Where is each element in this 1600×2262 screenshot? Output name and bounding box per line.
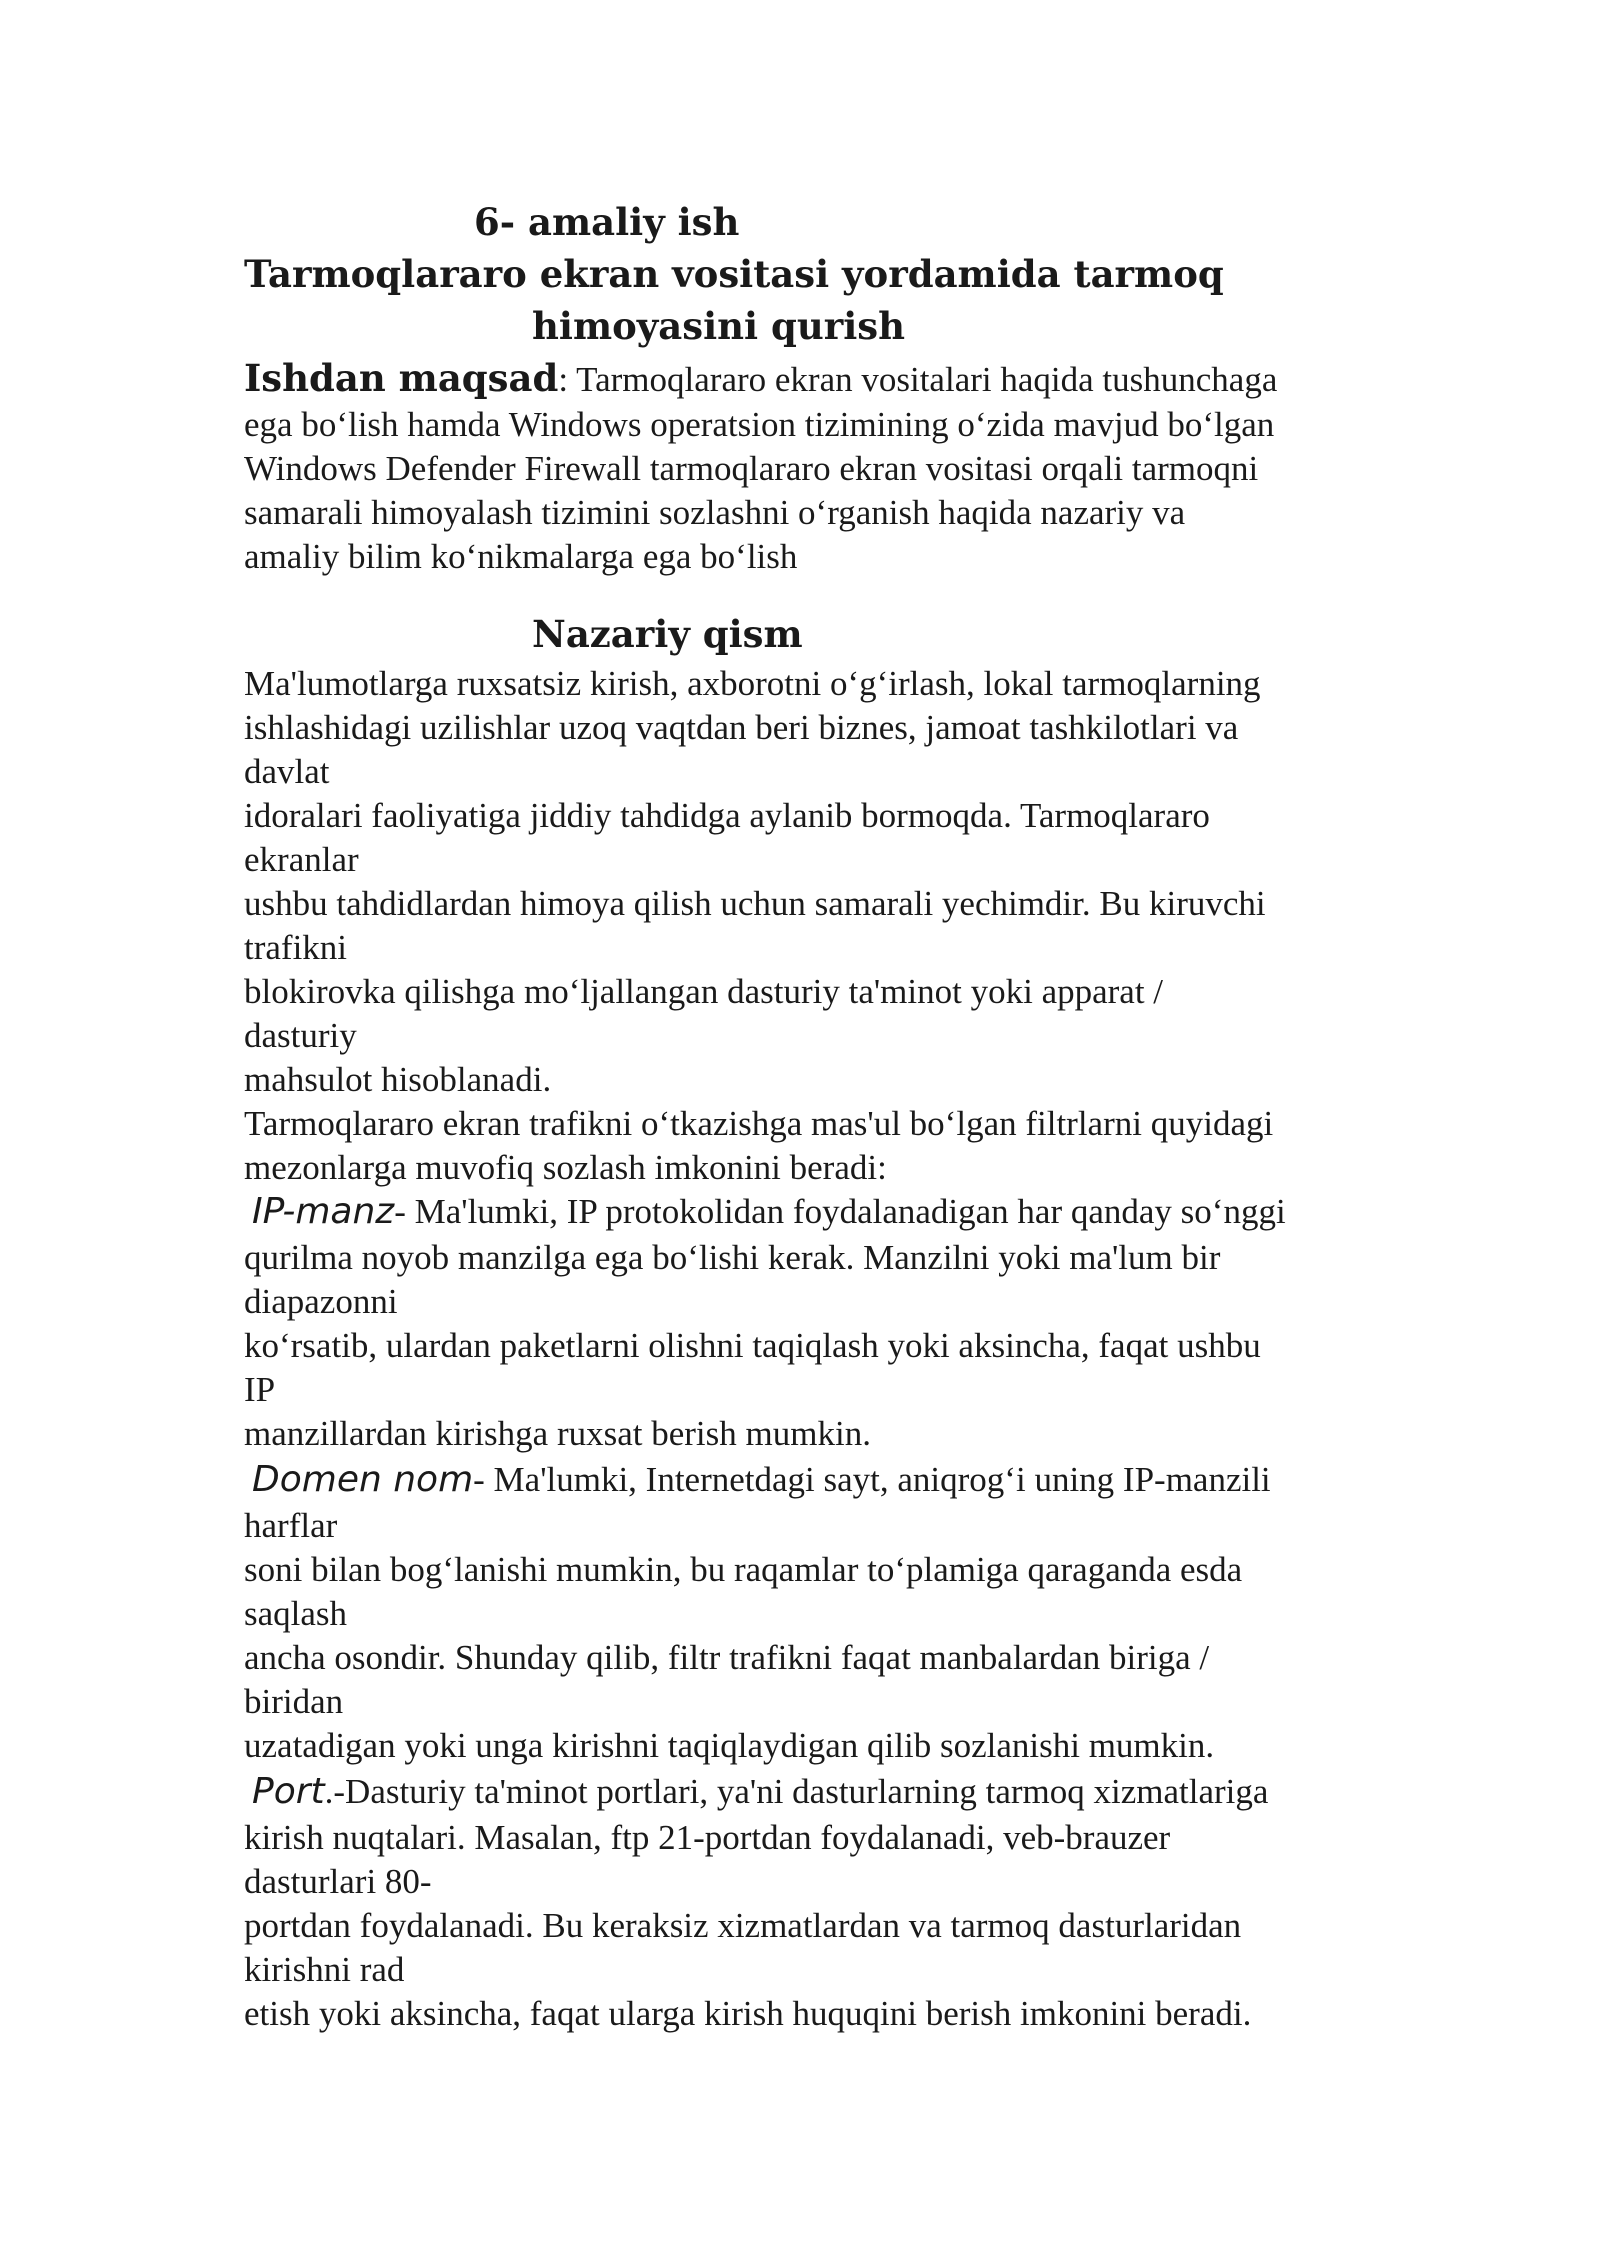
ip-line: IP	[244, 1370, 276, 1409]
domain-paragraph-line-1	[252, 1458, 1271, 1502]
port-line: kirish nuqtalari. Masalan, ftp 21-portdan foydalanadi, veb-brauzer	[244, 1818, 1171, 1857]
purpose-label: Ishdan maqsad	[244, 356, 559, 400]
port-line: dasturlari 80-	[244, 1862, 432, 1901]
theory-line: Ma'lumotlarga ruxsatsiz kirish, axborotni o‘g‘irlash, lokal tarmoqlarning	[244, 664, 1261, 703]
ip-text: - Ma'lumki, IP protokolidan foydalanadigan har qanday so‘nggi	[394, 1192, 1286, 1231]
theory-line: ishlashidagi uzilishlar uzoq vaqtdan beri biznes, jamoat tashkilotlari va	[244, 708, 1239, 747]
theory-heading: Nazariy qism	[532, 612, 803, 656]
theory-line: ushbu tahdidlardan himoya qilish uchun samarali yechimdir. Bu kiruvchi	[244, 884, 1266, 923]
domain-line: uzatadigan yoki unga kirishni taqiqlaydigan qilib sozlanishi mumkin.	[244, 1726, 1215, 1765]
purpose-line: ega bo‘lish hamda Windows operatsion tizimining o‘zida mavjud bo‘lgan	[244, 405, 1275, 444]
port-paragraph-line-1	[252, 1770, 1268, 1814]
domain-line: ancha osondir. Shunday qilib, filtr trafikni faqat manbalardan biriga /	[244, 1638, 1210, 1677]
port-line: kirishni rad	[244, 1950, 405, 1989]
purpose-line: Windows Defender Firewall tarmoqlararo ekran vositasi orqali tarmoqni	[244, 449, 1259, 488]
ip-paragraph-line-1	[252, 1190, 1286, 1234]
theory-line: davlat	[244, 752, 330, 791]
port-text: .-Dasturiy ta'minot portlari, ya'ni dasturlarning tarmoq xizmatlariga	[324, 1772, 1269, 1811]
domain-line: saqlash	[244, 1594, 348, 1633]
domain-line: biridan	[244, 1682, 344, 1721]
theory-line: Tarmoqlararo ekran trafikni o‘tkazishga mas'ul bo‘lgan filtrlarni quyidagi	[244, 1104, 1274, 1143]
port-line: etish yoki aksincha, faqat ularga kirish huquqini berish imkonini beradi.	[244, 1994, 1252, 2033]
ip-line: diapazonni	[244, 1282, 398, 1321]
title-line-1: Tarmoqlararo ekran vositasi yordamida tarmoq	[244, 252, 1224, 296]
port-term: Port	[252, 1771, 325, 1812]
purpose-text: : Tarmoqlararo ekran vositalari haqida tushunchaga	[558, 360, 1278, 399]
purpose-line: samarali himoyalash tizimini sozlashni o‘rganish haqida nazariy va	[244, 493, 1186, 532]
ip-line: manzillardan kirishga ruxsat berish mumkin.	[244, 1414, 871, 1453]
purpose-paragraph-line-1	[244, 356, 1277, 402]
domain-line: harflar	[244, 1506, 338, 1545]
domain-line: soni bilan bog‘lanishi mumkin, bu raqamlar to‘plamiga qaraganda esda	[244, 1550, 1243, 1589]
ip-line: ko‘rsatib, ulardan paketlarni olishni taqiqlash yoki aksincha, faqat ushbu	[244, 1326, 1261, 1365]
practical-work-number: 6- amaliy ish	[474, 200, 740, 244]
theory-line: mahsulot hisoblanadi.	[244, 1060, 552, 1099]
domain-text: - Ma'lumki, Internetdagi sayt, aniqrog‘i uning IP-manzili	[473, 1460, 1271, 1499]
domain-name-term: Domen nom	[252, 1459, 474, 1500]
theory-line: idoralari faoliyatiga jiddiy tahdidga aylanib bormoqda. Tarmoqlararo	[244, 796, 1210, 835]
port-line: portdan foydalanadi. Bu keraksiz xizmatlardan va tarmoq dasturlaridan	[244, 1906, 1242, 1945]
theory-line: ekranlar	[244, 840, 359, 879]
ip-line: qurilma noyob manzilga ega bo‘lishi kerak. Manzilni yoki ma'lum bir	[244, 1238, 1221, 1277]
purpose-line: amaliy bilim ko‘nikmalarga ega bo‘lish	[244, 537, 798, 576]
theory-line: dasturiy	[244, 1016, 357, 1055]
title-line-2: himoyasini qurish	[532, 304, 906, 348]
ip-address-term: IP-manz	[252, 1191, 395, 1232]
theory-line: blokirovka qilishga mo‘ljallangan dasturiy ta'minot yoki apparat /	[244, 972, 1164, 1011]
theory-line: mezonlarga muvofiq sozlash imkonini beradi:	[244, 1148, 887, 1187]
theory-line: trafikni	[244, 928, 348, 967]
